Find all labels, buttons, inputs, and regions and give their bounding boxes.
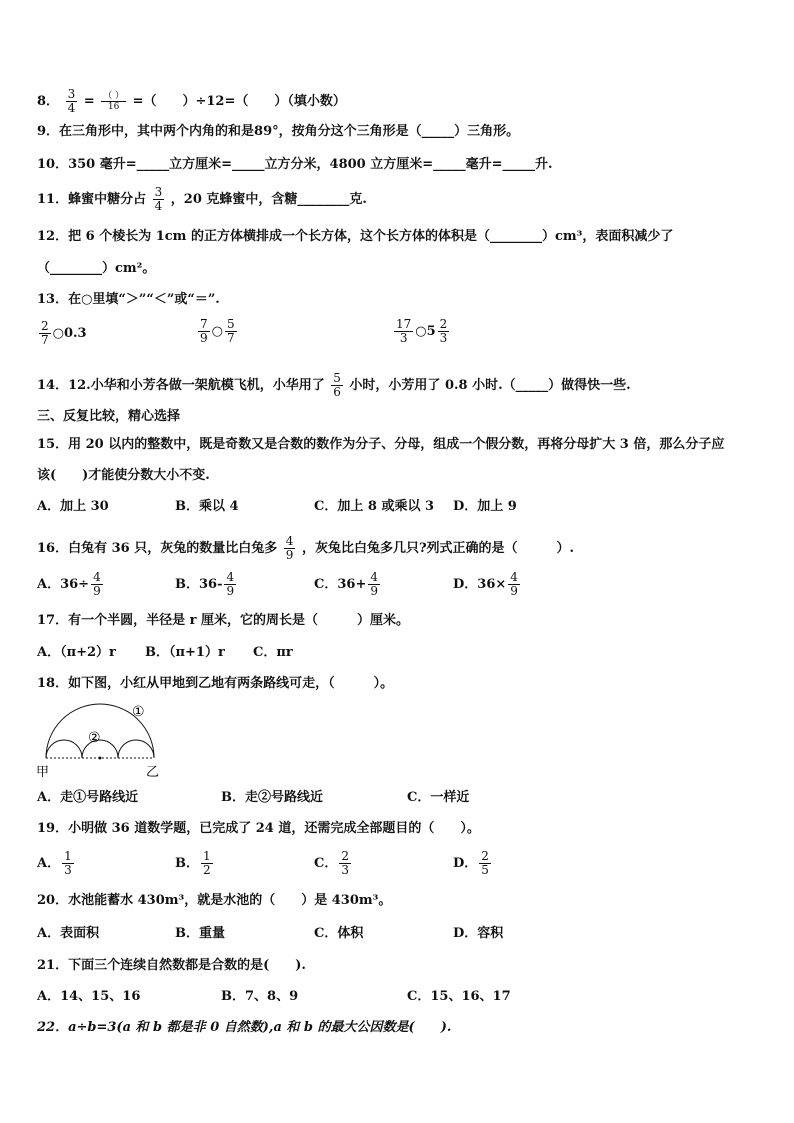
question-15-line2: 该( )才能使分数大小不变.	[37, 468, 210, 483]
option-b: B．7、8、9	[221, 989, 299, 1004]
section-heading: 三、反复比较，精心选择	[37, 409, 181, 424]
fraction: $\frac{( )}{16}$	[103, 91, 125, 112]
option-d: D．36× $\frac{4}{9}$	[453, 570, 518, 598]
option-b: B． $\frac{1}{2}$	[175, 849, 211, 877]
question-13: 13．在○里填“＞”“＜”或“＝”.	[37, 292, 220, 307]
fraction: $\frac{4}{9}$	[510, 570, 518, 598]
question-17: 17．有一个半圆，半径是 r 厘米，它的周长是（ ）厘米。	[37, 613, 409, 628]
question-11: 11．蜂蜜中糖分占 $\frac{3}{4}$ ，20 克蜂蜜中，含糖________克.	[37, 185, 367, 213]
option-c: C．一样近	[407, 790, 470, 805]
option-a: A．表面积	[37, 926, 100, 941]
option-c: C．36+ $\frac{4}{9}$	[314, 570, 378, 598]
option-a: A． $\frac{1}{3}$	[37, 849, 72, 877]
start-label: 甲	[36, 765, 50, 780]
option-b: B．走②号路线近	[221, 790, 323, 805]
question-12-line1: 12．把 6 个棱长为 1cm 的正方体横排成一个长方体，这个长方体的体积是（________）cm³，表面积减少了	[37, 229, 674, 244]
question-number: 8．	[37, 94, 60, 109]
compare-a: $\frac{2}{7}$ ○0.3	[41, 319, 87, 347]
question-9: 9．在三角形中，其中两个内角的和是89°，按角分这个三角形是（_____）三角形。	[37, 124, 520, 139]
question-14: 14．12.小华和小芳各做一架航模飞机，小华用了 $\frac{5}{6}$ 小时，小芳用了 0.8 小时.（_____）做得快一些.	[37, 371, 631, 399]
center-point	[99, 757, 102, 760]
fraction: $\frac{1}{3}$	[64, 849, 72, 877]
option-c: C．加上 8 或乘以 3	[314, 499, 435, 514]
option-b: B．乘以 4	[175, 499, 239, 514]
question-22: 22．a÷b=3(a 和 b 都是非 0 自然数),a 和 b 的最大公因数是( ).	[37, 1020, 452, 1035]
option-c: C．15、16、17	[407, 989, 511, 1004]
option-a: A．（π+2）r	[37, 645, 116, 660]
option-d: D． $\frac{2}{5}$	[453, 849, 489, 877]
fraction: $\frac{2}{3}$	[341, 849, 349, 877]
compare-b: $\frac{7}{9}$ ○ $\frac{5}{7}$	[200, 317, 235, 345]
option-a: A．14、15、16	[37, 989, 141, 1004]
fraction: $\frac{4}{9}$	[370, 570, 378, 598]
route-2-label: ②	[88, 730, 101, 746]
route-2-arc	[46, 740, 82, 758]
fraction: $\frac{2}{7}$	[41, 319, 49, 347]
option-d: D．加上 9	[453, 499, 517, 514]
option-c: C． $\frac{2}{3}$	[314, 849, 349, 877]
compare-c: $\frac{17}{3}$ ○5 $\frac{2}{3}$	[396, 317, 448, 345]
question-16: 16．白兔有 36 只，灰兔的数量比白兔多 $\frac{4}{9}$ ，灰兔比白兔多几只?列式正确的是（ ）.	[37, 534, 575, 562]
question-18: 18．如下图，小红从甲地到乙地有两条路线可走，（ ）。	[37, 676, 394, 691]
option-a: A．36÷ $\frac{4}{9}$	[37, 570, 101, 598]
fraction: $\frac{1}{2}$	[203, 849, 211, 877]
option-c: C．πr	[253, 645, 293, 660]
fraction: $\frac{4}{9}$	[226, 570, 235, 598]
question-15-line1: 15．用 20 以内的整数中，既是奇数又是合数的数作为分子、分母，组成一个假分数，再将分母扩大 3 倍，那么分子应	[37, 437, 725, 452]
fraction: $\frac{17}{3}$	[396, 317, 412, 345]
question-20: 20．水池能蓄水 430m³，就是水池的（ ）是 430m³。	[37, 893, 392, 908]
question-21: 21．下面三个连续自然数都是合数的是( ).	[37, 958, 306, 973]
end-label: 乙	[146, 765, 160, 780]
option-b: B．36- $\frac{4}{9}$	[175, 570, 235, 598]
question-12-line2: （________）cm²。	[37, 261, 156, 276]
option-a: A．加上 30	[37, 499, 109, 514]
option-b: B．（π+1）r	[145, 645, 225, 660]
option-a: A．走①号路线近	[37, 790, 139, 805]
fraction: $\frac{2}{5}$	[481, 849, 489, 877]
fraction: $\frac{3}{4}$	[67, 87, 76, 115]
fraction: $\frac{5}{7}$	[226, 317, 235, 345]
route-1-label: ①	[132, 704, 145, 720]
question-8: 8． $\frac{3}{4}$ = $\frac{( )}{16}$ =（ ）÷12=（ ）（填小数）	[37, 87, 346, 115]
route-diagram	[34, 700, 164, 782]
question-10: 10．350 毫升=_____立方厘米=_____立方分米，4800 立方厘米=_____毫升=_____升.	[37, 157, 553, 172]
fraction: $\frac{4}{9}$	[93, 570, 101, 598]
fraction: $\frac{2}{3}$	[439, 317, 448, 345]
fraction: $\frac{3}{4}$	[154, 185, 163, 213]
route-2-arc	[118, 740, 154, 758]
question-19: 19．小明做 36 道数学题，已完成了 24 道，还需完成全部题目的（ ）。	[37, 821, 480, 836]
option-b: B．重量	[175, 926, 225, 941]
option-d: D．容积	[453, 926, 504, 941]
fraction: $\frac{5}{6}$	[333, 371, 341, 399]
fraction: $\frac{7}{9}$	[200, 317, 208, 345]
option-c: C．体积	[314, 926, 364, 941]
fraction: $\frac{4}{9}$	[285, 534, 294, 562]
